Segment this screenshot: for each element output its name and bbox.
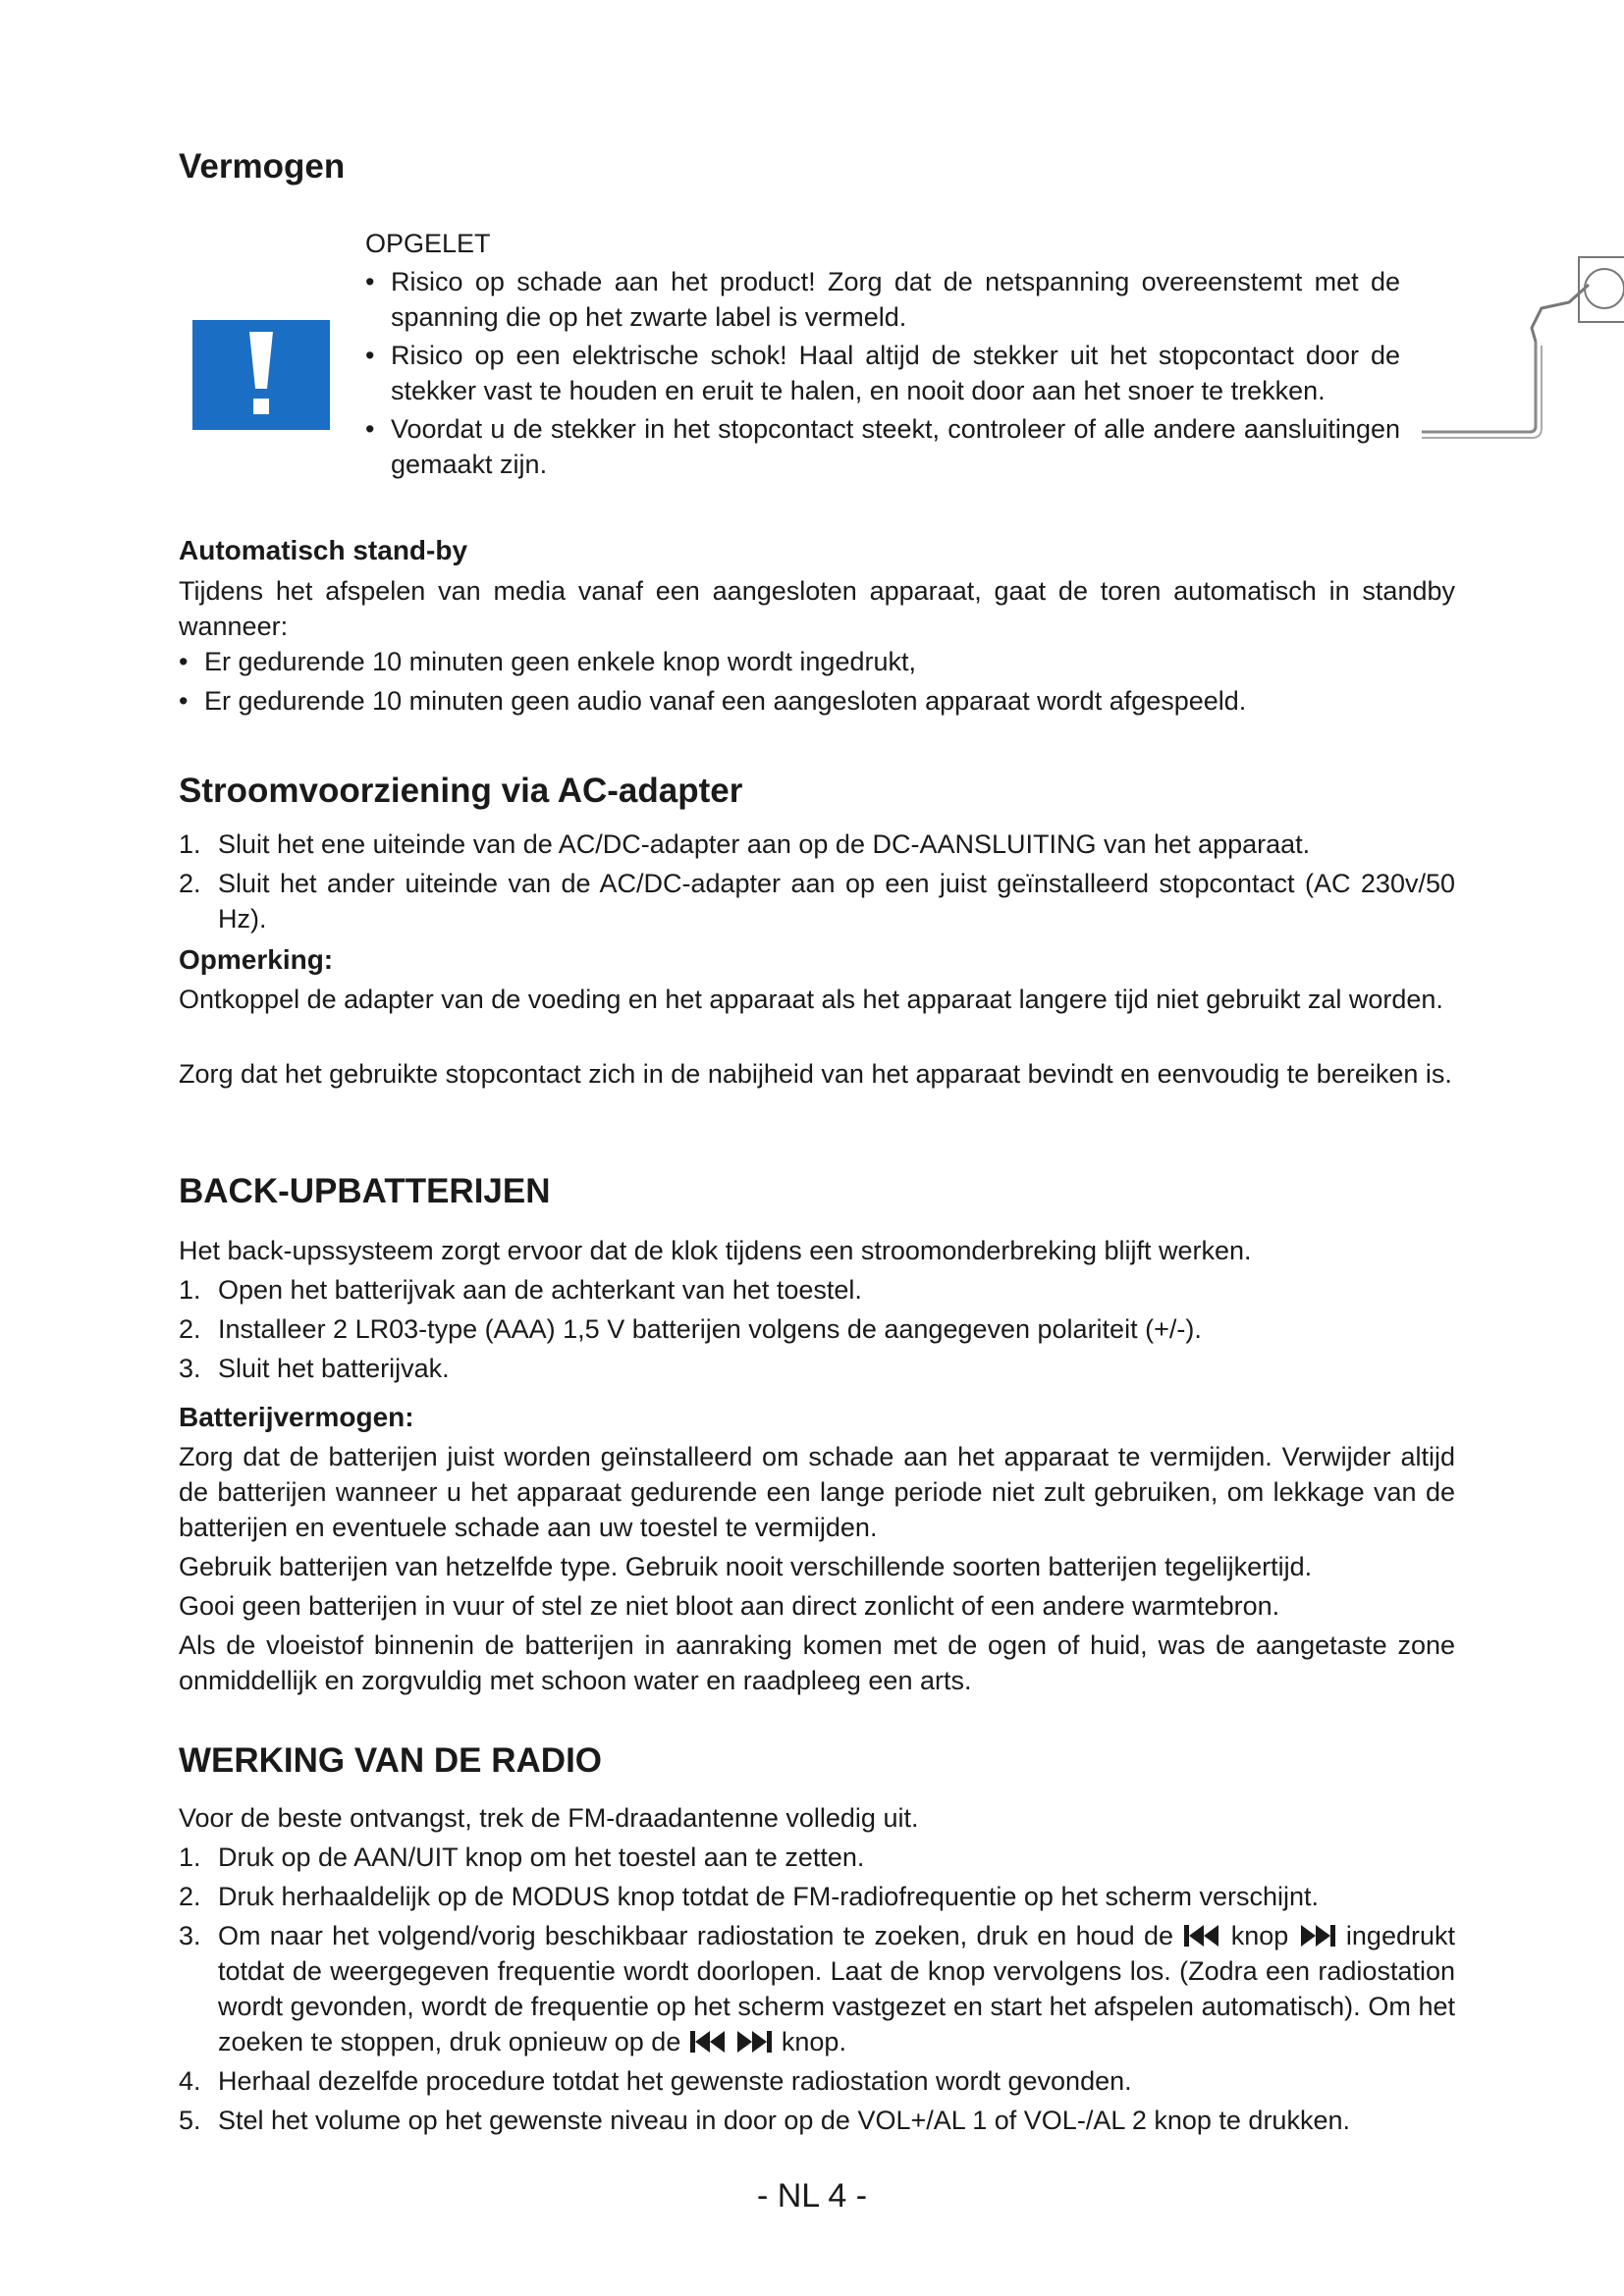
heading-backup: BACK-UPBATTERIJEN — [179, 1172, 551, 1210]
heading-batterijvermogen: Batterijvermogen: — [179, 1402, 414, 1432]
skip-previous-icon — [688, 2029, 728, 2055]
heading-vermogen: Vermogen — [179, 147, 346, 186]
battery-paragraph: Gebruik batterijen van hetzelfde type. Gebruik nooit verschillende soorten batterijen tegelijkertijd. — [179, 1552, 1313, 1581]
list-item: 1. Druk op de AAN/UIT knop om het toestel aan te zetten. — [179, 1842, 865, 1872]
page-number: - NL 4 - — [756, 2177, 868, 2215]
caution-item: • Risico op een elektrische schok! Haal altijd de stekker uit het stopcontact door de stekker vast te houden en eruit te halen, en nooit door aan het snoer te trekken. — [365, 338, 1400, 408]
backup-intro: Het back-upssysteem zorgt ervoor dat de klok tijdens een stroomonderbreking blijft werken. — [179, 1236, 1252, 1265]
power-plug-icon — [1422, 251, 1624, 448]
battery-paragraph: Zorg dat de batterijen juist worden geïnstalleerd om schade aan het apparaat te vermijden. Verwijder altijd de batterijen wanneer u het apparaat gedurende een lange periode niet zult gebruiken, om lekkage van de batterijen en eventuele schade aan uw toestel te vermijden. — [179, 1442, 1455, 1542]
battery-paragraph: Als de vloeistof binnenin de batterijen in aanraking komen met de ogen of huid, was de aangetaste zone onmiddellijk en zorgvuldig met schoon water en raadpleeg een arts. — [179, 1630, 1455, 1695]
caution-title: OPGELET — [365, 229, 491, 258]
note-paragraph: Ontkoppel de adapter van de voeding en het apparaat als het apparaat langere tijd niet gebruikt zal worden. — [179, 985, 1443, 1014]
radio-steps — [179, 1840, 1455, 2142]
list-item: 3. Sluit het batterijvak. — [179, 1354, 450, 1383]
heading-opmerking: Opmerking: — [179, 944, 334, 975]
list-item: • Er gedurende 10 minuten geen audio vanaf een aangesloten apparaat wordt afgespeeld. — [179, 683, 1455, 719]
list-item: 4. Herhaal dezelfde procedure totdat het gewenste radiostation wordt gevonden. — [179, 2066, 1132, 2096]
radio-intro: Voor de beste ontvangst, trek de FM-draadantenne volledig uit. — [179, 1803, 919, 1833]
standby-list — [179, 644, 1455, 722]
list-item: 3. Om naar het volgend/vorig beschikbaar radiostation te zoeken, druk en houd de knop ingedrukt totdat de weergegeven frequentie wordt doorlopen. Laat de knop vervolgens los. (Zodra een radiostation wordt gevonden, wordt de frequentie op het scherm vastgezet en start het afspelen automatisch). Om het zoeken te stoppen, druk opnieuw op de knop. — [179, 1921, 1455, 2056]
heading-standby: Automatisch stand-by — [179, 535, 468, 565]
caution-item: • Risico op schade aan het product! Zorg dat de netspanning overeenstemt met de spanning die op het zwarte label is vermeld. — [365, 264, 1400, 335]
caution-item: • Voordat u de stekker in het stopcontact steekt, controleer of alle andere aansluitingen gemaakt zijn. — [365, 411, 1400, 482]
heading-adapter: Stroomvoorziening via AC-adapter — [179, 772, 743, 810]
skip-previous-icon — [1182, 1923, 1221, 1949]
list-item: • Er gedurende 10 minuten geen enkele knop wordt ingedrukt, — [179, 644, 1455, 679]
note-paragraph: Zorg dat het gebruikte stopcontact zich in de nabijheid van het apparaat bevindt en eenvoudig te bereiken is. — [179, 1059, 1452, 1089]
backup-steps — [179, 1272, 1455, 1390]
heading-radio: WERKING VAN DE RADIO — [179, 1741, 603, 1780]
list-item: 2. Installeer 2 LR03-type (AAA) 1,5 V batterijen volgens de aangegeven polariteit (+/-). — [179, 1314, 1202, 1344]
list-item: 2. Druk herhaaldelijk op de MODUS knop totdat de FM-radiofrequentie op het scherm verschijnt. — [179, 1882, 1320, 1911]
list-item: 1. Open het batterijvak aan de achterkant van het toestel. — [179, 1275, 862, 1305]
exclamation-icon — [192, 320, 330, 430]
list-item: 5. Stel het volume op het gewenste niveau in door op de VOL+/AL 1 of VOL-/AL 2 knop te drukken. — [179, 2106, 1350, 2135]
battery-paragraph: Gooi geen batterijen in vuur of stel ze niet bloot aan direct zonlicht of een andere warmtebron. — [179, 1591, 1280, 1621]
standby-intro: Tijdens het afspelen van media vanaf een aangesloten apparaat, gaat de toren automatisch in standby wanneer: — [179, 576, 1455, 641]
list-item: 2. Sluit het ander uiteinde van de AC/DC-adapter aan op een juist geïnstalleerd stopcontact (AC 230v/50 Hz). — [179, 869, 1455, 934]
caution-box — [365, 226, 1400, 482]
skip-next-icon — [734, 2029, 774, 2055]
adapter-steps — [179, 827, 1455, 940]
list-item: 1. Sluit het ene uiteinde van de AC/DC-adapter aan op de DC-AANSLUITING van het apparaat. — [179, 829, 1311, 859]
skip-next-icon — [1298, 1923, 1337, 1949]
